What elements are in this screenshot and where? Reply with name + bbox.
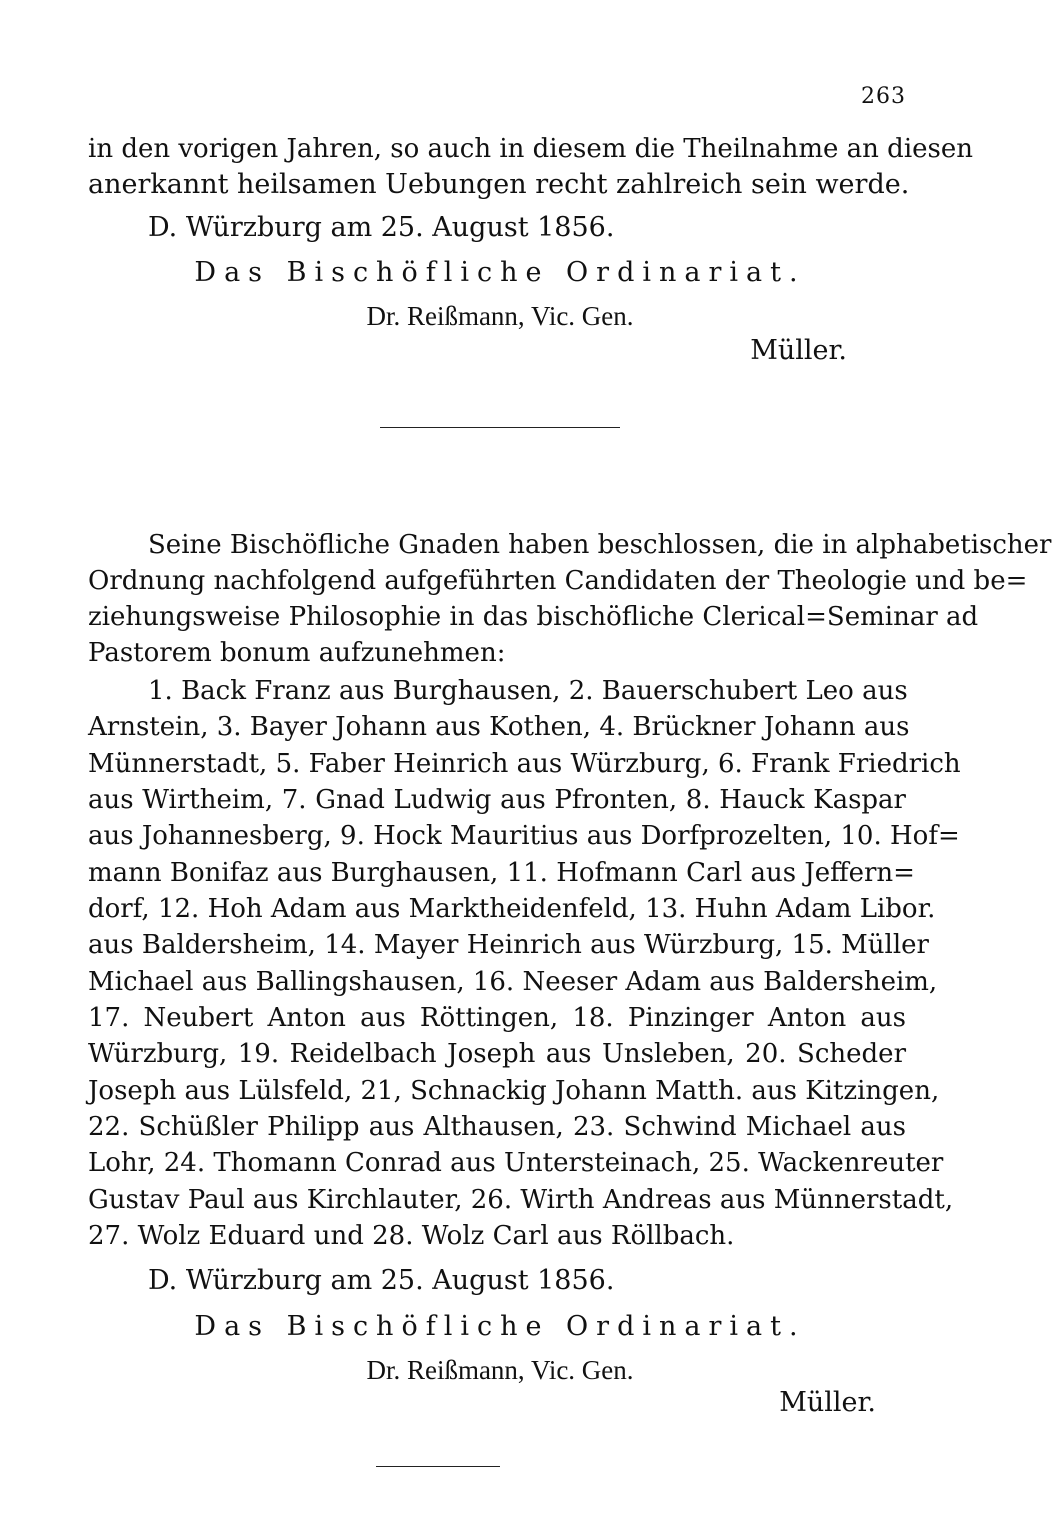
candidate-list-line-11: Würzburg, 19. Reidelbach Joseph aus Unsleben, 20. Scheder <box>88 1039 906 1069</box>
candidate-list-line-14: Lohr, 24. Thomann Conrad aus Untersteinach, 25. Wackenreuter <box>88 1148 944 1178</box>
second-notice-signatory: Dr. Reißmann, Vic. Gen. <box>366 1355 634 1385</box>
second-notice-intro-line-3: ziehungsweise Philosophie in das bischöfliche Clerical=Seminar ad <box>88 602 979 632</box>
candidate-list-line-12: Joseph aus Lülsfeld, 21, Schnackig Johann Matth. aus Kitzingen, <box>88 1076 940 1106</box>
candidate-list-line-7: dorf, 12. Hoh Adam aus Marktheidenfeld, 13. Huhn Adam Libor. <box>88 894 936 924</box>
second-notice-issuer: Das Bischöfliche Ordinariat. <box>194 1311 806 1342</box>
first-notice-date: D. Würzburg am 25. August 1856. <box>148 212 615 243</box>
candidate-list-line-4: aus Wirtheim, 7. Gnad Ludwig aus Pfronten, 8. Hauck Kaspar <box>88 785 906 815</box>
candidate-list-line-10: 17. Neubert Anton aus Röttingen, 18. Pinzinger Anton aus <box>88 1003 906 1033</box>
first-notice-line-2: anerkannt heilsamen Uebungen recht zahlreich sein werde. <box>88 169 910 200</box>
candidate-list-line-5: aus Johannesberg, 9. Hock Mauritius aus Dorfprozelten, 10. Hof= <box>88 821 960 851</box>
first-notice-signatory: Dr. Reißmann, Vic. Gen. <box>366 301 634 331</box>
candidate-list-line-15: Gustav Paul aus Kirchlauter, 26. Wirth Andreas aus Münnerstadt, <box>88 1185 954 1215</box>
candidate-list-line-2: Arnstein, 3. Bayer Johann aus Kothen, 4. Brückner Johann aus <box>88 712 910 742</box>
first-notice-line-1: in den vorigen Jahren, so auch in diesem die Theilnahme an diesen <box>88 134 973 164</box>
candidate-list-line-1: 1. Back Franz aus Burghausen, 2. Bauerschubert Leo aus <box>148 676 908 706</box>
closing-rule <box>376 1466 500 1467</box>
candidate-list-line-9: Michael aus Ballingshausen, 16. Neeser Adam aus Baldersheim, <box>88 967 938 997</box>
first-notice-issuer: Das Bischöfliche Ordinariat. <box>194 257 806 288</box>
candidate-list-line-3: Münnerstadt, 5. Faber Heinrich aus Würzburg, 6. Frank Friedrich <box>88 749 961 779</box>
second-notice-intro-line-2: Ordnung nachfolgend aufgeführten Candidaten der Theologie und be= <box>88 566 1028 596</box>
second-notice-intro-line-4: Pastorem bonum aufzunehmen: <box>88 638 506 668</box>
page-number: 263 <box>861 84 906 109</box>
second-notice-countersign: Müller. <box>779 1387 876 1418</box>
section-divider <box>380 427 620 428</box>
candidate-list-line-6: mann Bonifaz aus Burghausen, 11. Hofmann Carl aus Jeffern= <box>88 858 915 888</box>
second-notice-intro-line-1: Seine Bischöfliche Gnaden haben beschlossen, die in alphabetischer <box>148 530 1052 560</box>
candidate-list-line-13: 22. Schüßler Philipp aus Althausen, 23. Schwind Michael aus <box>88 1112 906 1142</box>
candidate-list-line-8: aus Baldersheim, 14. Mayer Heinrich aus Würzburg, 15. Müller <box>88 930 929 960</box>
first-notice-countersign: Müller. <box>750 335 847 366</box>
second-notice-date: D. Würzburg am 25. August 1856. <box>148 1265 615 1296</box>
candidate-list-line-16: 27. Wolz Eduard und 28. Wolz Carl aus Röllbach. <box>88 1221 735 1251</box>
